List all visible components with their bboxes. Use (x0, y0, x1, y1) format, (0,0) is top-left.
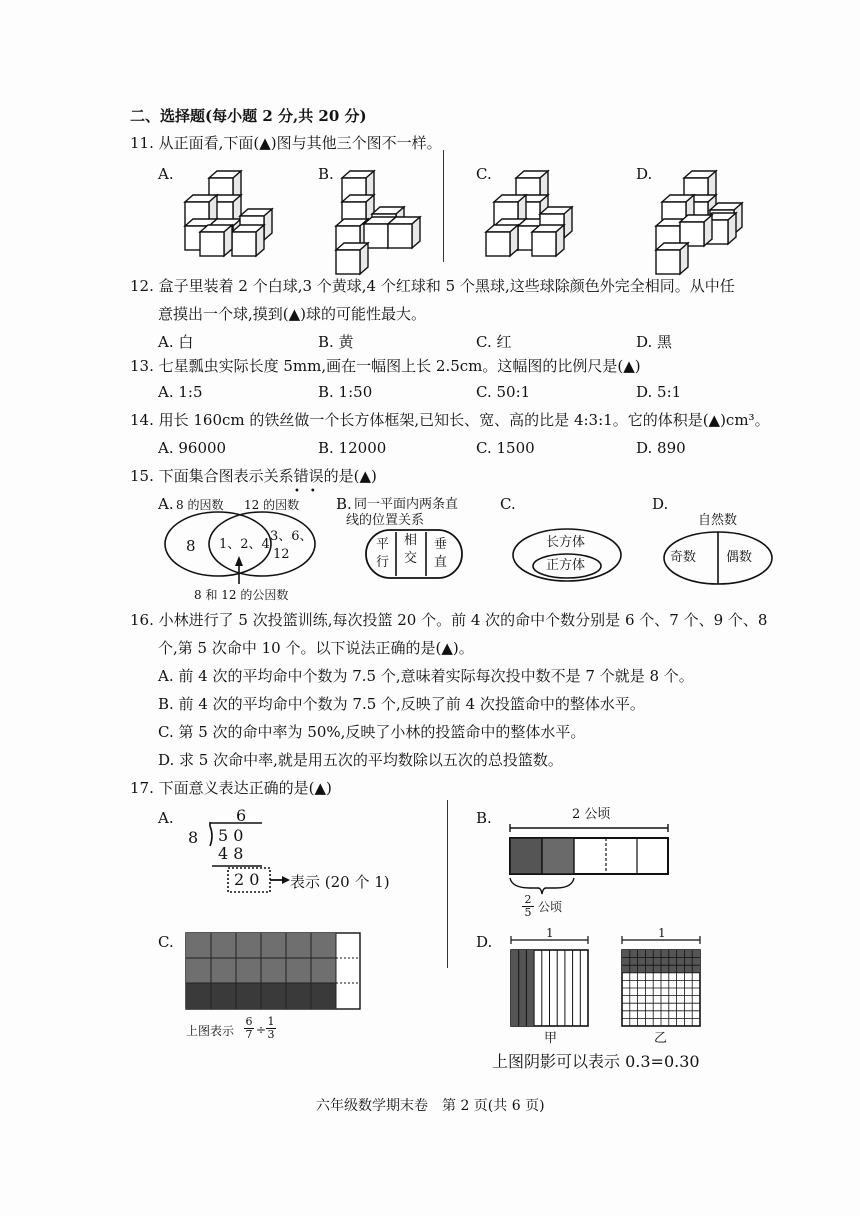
division-quotient: 6 (236, 806, 247, 825)
q15-b-title-2: 线的位置关系 (346, 513, 425, 528)
q11-option-d-label: D. (636, 165, 653, 183)
q17-b-total: 2 公顷 (572, 807, 611, 822)
venn-right-title: 12 的因数 (244, 498, 300, 512)
q15-c-outer-label: 长方体 (546, 535, 586, 550)
q15-c-inner-label: 正方体 (546, 558, 586, 573)
page-footer: 六年级数学期末卷 第 2 页(共 6 页) (316, 1098, 545, 1114)
division-note: 表示 (20 个 1) (290, 873, 390, 891)
q17-d-yi: 乙 (654, 1031, 668, 1046)
q17-option-d-label: D. (476, 933, 493, 951)
q17-option-a-label: A. (158, 809, 174, 827)
question-15-stem: 15. 下面集合图表示关系错误的是(▲) (130, 467, 377, 485)
q17-c-f1-den: 7 (245, 1028, 253, 1041)
venn-right-region-2: 12 (273, 547, 290, 562)
question-17-stem: 17. 下面意义表达正确的是(▲) (130, 779, 332, 797)
q15-option-a-label: A. (158, 495, 174, 513)
q17-c-f1-num: 6 (245, 1015, 253, 1028)
q13-option-d: D. 5:1 (636, 383, 682, 401)
venn-left-title: 8 的因数 (176, 498, 224, 512)
q17-d-one-right: 1 (658, 926, 666, 940)
question-14-stem: 14. 用长 160cm 的铁丝做一个长方体框架,已知长、宽、高的比是 4:3:1。它的体积是(▲)cm³。 (130, 411, 770, 429)
q12-option-c: C. 红 (476, 333, 512, 351)
q17-c-caption: 上图表示 (186, 1024, 235, 1038)
q15-b-cell-2b: 交 (404, 551, 418, 566)
q15-d-title: 自然数 (698, 513, 738, 528)
q12-option-a: A. 白 (158, 333, 194, 351)
q15-b-title-1: 同一平面内两条直 (354, 497, 459, 512)
q15-d-right: 偶数 (726, 550, 753, 565)
q17-c-f2-num: 1 (267, 1015, 275, 1028)
q15-b-cell-3b: 直 (434, 555, 448, 570)
q17-b-unit: 公顷 (538, 900, 563, 914)
emphasis-dots: •• (294, 486, 326, 497)
venn-caption: 8 和 12 的公因数 (194, 588, 289, 602)
q16-option-a: A. 前 4 次的平均命中个数为 7.5 个,意味着实际每次投中数不是 7 个就是 8 个。 (158, 667, 694, 685)
q14-option-b: B. 12000 (318, 439, 387, 457)
q16-option-c: C. 第 5 次的命中率为 50%,反映了小林的投篮命中的整体水平。 (158, 723, 586, 741)
q14-option-c: C. 1500 (476, 439, 535, 457)
q17-c-frac2 (266, 1016, 276, 1041)
q13-option-b: B. 1:50 (318, 383, 373, 401)
q17-b-fraction (522, 894, 534, 919)
q15-b-cell-1a: 平 (376, 537, 390, 552)
q12-option-b: B. 黄 (318, 333, 354, 351)
question-11-stem: 11. 从正面看,下面(▲)图与其他三个图不一样。 (130, 134, 442, 152)
q15-b-cell-1b: 行 (376, 555, 390, 570)
question-16-stem-line1: 16. 小林进行了 5 次投篮训练,每次投篮 20 个。前 4 次的命中个数分别是 6 个、7 个、9 个、8 (130, 611, 768, 629)
division-divisor: 8 (188, 828, 199, 847)
q15-option-c-label: C. (500, 495, 516, 513)
q17-d-jia: 甲 (544, 1031, 558, 1046)
q11-option-a-label: A. (158, 165, 174, 183)
q13-option-c: C. 50:1 (476, 383, 531, 401)
question-16-stem-line2: 个,第 5 次命中 10 个。以下说法正确的是(▲)。 (158, 639, 474, 657)
q11-option-c-label: C. (476, 165, 492, 183)
question-12-stem-line2: 意摸出一个球,摸到(▲)球的可能性最大。 (158, 305, 427, 323)
q17-option-b-label: B. (476, 809, 492, 827)
q17-d-caption: 上图阴影可以表示 0.3=0.30 (492, 1052, 700, 1071)
q15-b-cell-2a: 相 (404, 533, 418, 548)
question-12-stem-line1: 12. 盒子里装着 2 个白球,3 个黄球,4 个红球和 5 个黑球,这些球除颜色外完全相同。从中任 (130, 277, 735, 295)
q15-d-left: 奇数 (670, 550, 697, 565)
q17-option-c-label: C. (158, 933, 174, 951)
section-title: 二、选择题(每小题 2 分,共 20 分) (130, 107, 367, 125)
q17-c-f2-den: 3 (267, 1028, 275, 1041)
q12-option-d: D. 黑 (636, 333, 673, 351)
q11-option-b-label: B. (318, 165, 334, 183)
q15-option-b-label: B. (336, 495, 352, 513)
q13-option-a: A. 1:5 (158, 383, 203, 401)
division-remainder: 2 0 (234, 870, 260, 889)
venn-right-region-1: 3、6、 (270, 529, 313, 544)
venn-middle-region: 1、2、4 (219, 537, 270, 552)
division-dividend: 5 0 (218, 826, 244, 845)
q17-d-one-left: 1 (546, 926, 554, 940)
q17-b-frac-num: 2 (524, 893, 532, 906)
q17-c-frac1 (244, 1016, 254, 1041)
division-product: 4 8 (218, 844, 244, 863)
q14-option-a: A. 96000 (158, 439, 227, 457)
q14-option-d: D. 890 (636, 439, 686, 457)
q16-option-d: D. 求 5 次命中率,就是用五次的平均数除以五次的总投篮数。 (158, 751, 563, 769)
question-13-stem: 13. 七星瓢虫实际长度 5mm,画在一幅图上长 2.5cm。这幅图的比例尺是(▲) (130, 357, 641, 375)
q16-option-b: B. 前 4 次的平均命中个数为 7.5 个,反映了前 4 次投篮命中的整体水平。 (158, 695, 645, 713)
q15-b-cell-3a: 垂 (434, 537, 448, 552)
q17-b-frac-den: 5 (522, 906, 534, 919)
q15-option-d-label: D. (652, 495, 669, 513)
q17-c-operator: ÷ (256, 1023, 267, 1037)
venn-left-region: 8 (186, 537, 196, 555)
